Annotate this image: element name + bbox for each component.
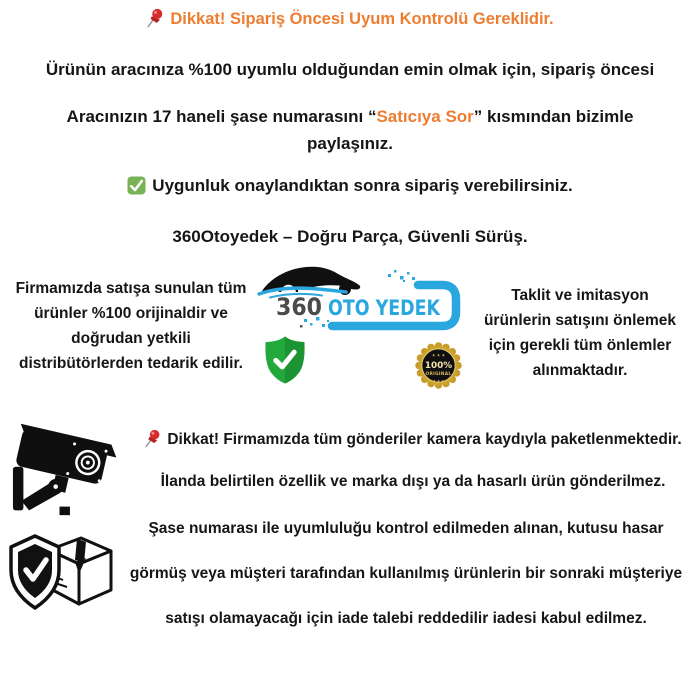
right-col-line: için gerekli tüm önlemler [488,337,672,354]
left-col-line: distribütörlerden tedarik edilir. [19,355,243,372]
compliance-heading [0,8,700,29]
returns-line-3: satışı olamayacağı için iade talebi reddedilir iadesi kabul edilmez. [165,610,647,627]
right-col-line: ürünlerin satışını önlemek [483,312,677,329]
badge-top-text: 100% [424,360,453,371]
approval-line-text: Uygunluk onaylandıktan sonra sipariş verebilirsiniz. [152,176,573,195]
100-percent-original-badge [414,339,463,392]
ask-seller-highlight: Satıcıya Sor [376,107,474,126]
approval-line [0,176,700,196]
logo-dots-top [388,270,415,282]
right-col-line: Taklit ve imitasyon [511,287,649,304]
intro-line-2-prefix: Aracınızın 17 haneli şase numarasını “ [66,107,377,126]
returns-line-1: Şase numarası ile uyumluluğu kontrol edilmeden alınan, kutusu hasar [148,520,664,537]
car-logo-360-oto-yedek [256,262,468,342]
left-col-line: Firmamızda satışa sunulan tüm [15,280,247,297]
badge-stars-bottom: ★ ★ ★ [432,379,445,384]
logo-name: OTO YEDEK [328,296,441,320]
intro-line-1: Ürünün aracınıza %100 uyumlu olduğundan emin olmak için, sipariş öncesi [45,60,655,79]
left-col-line: ürünler %100 orijinaldir ve [34,305,228,322]
no-wrong-item-line: İlanda belirtilen özellik ve marka dışı ya da hasarlı ürün gönderilmez. [160,473,666,490]
badge-bottom-text: ORIGINAL [425,371,452,377]
anti-counterfeit-text [460,283,700,383]
secure-package-shield-icon [5,518,121,630]
left-col-line: doğrudan yetkili [71,330,191,347]
brand-slogan: 360Otoyedek – Doğru Parça, Güvenli Sürüş. [172,227,528,246]
cctv-camera-icon [12,423,126,518]
intro-line-3: paylaşınız. [307,134,393,153]
compliance-heading-text: Dikkat! Sipariş Öncesi Uyum Kontrolü Gereklidir. [170,10,554,28]
right-col-line: alınmaktadır. [532,362,628,379]
original-products-text [0,276,262,376]
badge-stars-top: ★ ★ ★ [431,352,446,358]
green-check-icon [127,176,146,195]
camera-notice-text: Dikkat! Firmamızda tüm gönderiler kamera kaydıyla paketlenmektedir. [167,431,682,448]
logo-number: 360 [276,293,322,321]
red-pushpin-icon [146,8,164,28]
camera-notice-line [128,429,698,449]
green-shield-check-icon [262,333,308,387]
intro-line-2 [0,107,700,127]
intro-line-2-suffix: ” kısmından bizimle [473,107,634,126]
red-pushpin-icon [144,429,161,448]
returns-line-2: görmüş veya müşteri tarafından kullanılmış ürünlerin bir sonraki müşteriye [129,565,683,582]
